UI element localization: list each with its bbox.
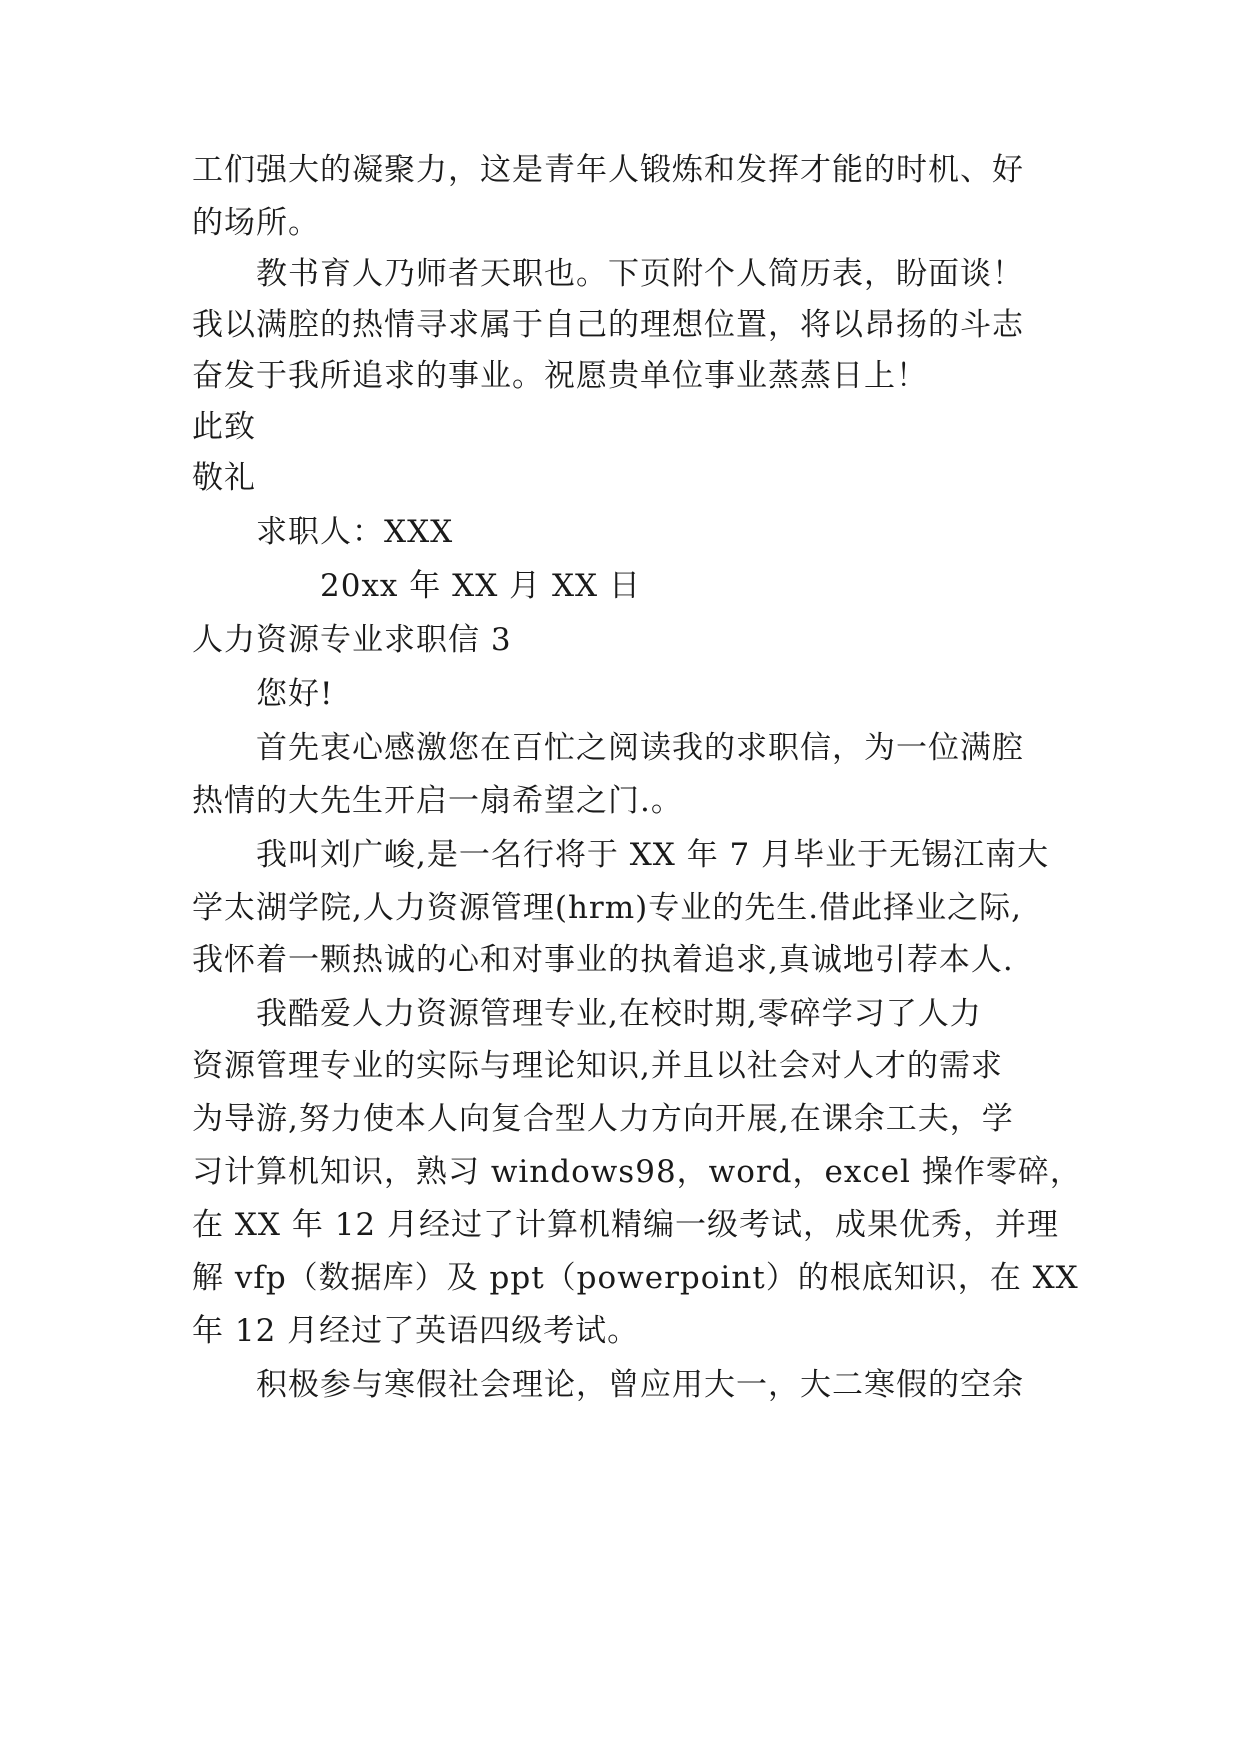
signature-line: 求职人：XXX — [256, 514, 454, 550]
greeting-line: 您好! — [256, 676, 334, 712]
text-line: 资源管理专业的实际与理论知识,并且以社会对人才的需求 — [192, 1048, 1003, 1084]
text-line: 教书育人乃师者天职也。下页附个人简历表，盼面谈！ — [256, 256, 1024, 292]
text-line: 为导游,努力使本人向复合型人力方向开展,在课余工夫，学 — [192, 1101, 1014, 1137]
text-line: 热情的大先生开启一扇希望之门.。 — [192, 783, 683, 819]
text-line: 年 12 月经过了英语四级考试。 — [192, 1313, 640, 1349]
text-line: 解 vfp（数据库）及 ppt（powerpoint）的根底知识，在 XX — [192, 1260, 1079, 1296]
text-line: 我酷爱人力资源管理专业,在校时期,零碎学习了人力 — [256, 996, 982, 1032]
text-line: 积极参与寒假社会理论，曾应用大一，大二寒假的空余 — [256, 1367, 1024, 1403]
closing-line: 此致 — [192, 409, 256, 445]
text-line: 习计算机知识，熟习 windows98，word，excel 操作零碎， — [192, 1154, 1082, 1190]
section-heading: 人力资源专业求职信 3 — [192, 622, 512, 658]
text-line: 我叫刘广峻,是一名行将于 XX 年 7 月毕业于无锡江南大 — [256, 837, 1050, 873]
text-line: 我以满腔的热情寻求属于自己的理想位置，将以昂扬的斗志 — [192, 307, 1024, 343]
text-line: 奋发于我所追求的事业。祝愿贵单位事业蒸蒸日上！ — [192, 358, 928, 394]
date-line: 20xx 年 XX 月 XX 日 — [320, 568, 641, 604]
text-line: 的场所。 — [192, 205, 320, 241]
text-line: 工们强大的凝聚力，这是青年人锻炼和发挥才能的时机、好 — [192, 152, 1024, 188]
text-line: 学太湖学院,人力资源管理(hrm)专业的先生.借此择业之际, — [192, 890, 1022, 926]
closing-line: 敬礼 — [192, 460, 256, 496]
text-line: 在 XX 年 12 月经过了计算机精编一级考试，成果优秀，并理 — [192, 1207, 1059, 1243]
text-line: 首先衷心感激您在百忙之阅读我的求职信，为一位满腔 — [256, 730, 1024, 766]
text-line: 我怀着一颗热诚的心和对事业的执着追求,真诚地引荐本人. — [192, 942, 1014, 978]
